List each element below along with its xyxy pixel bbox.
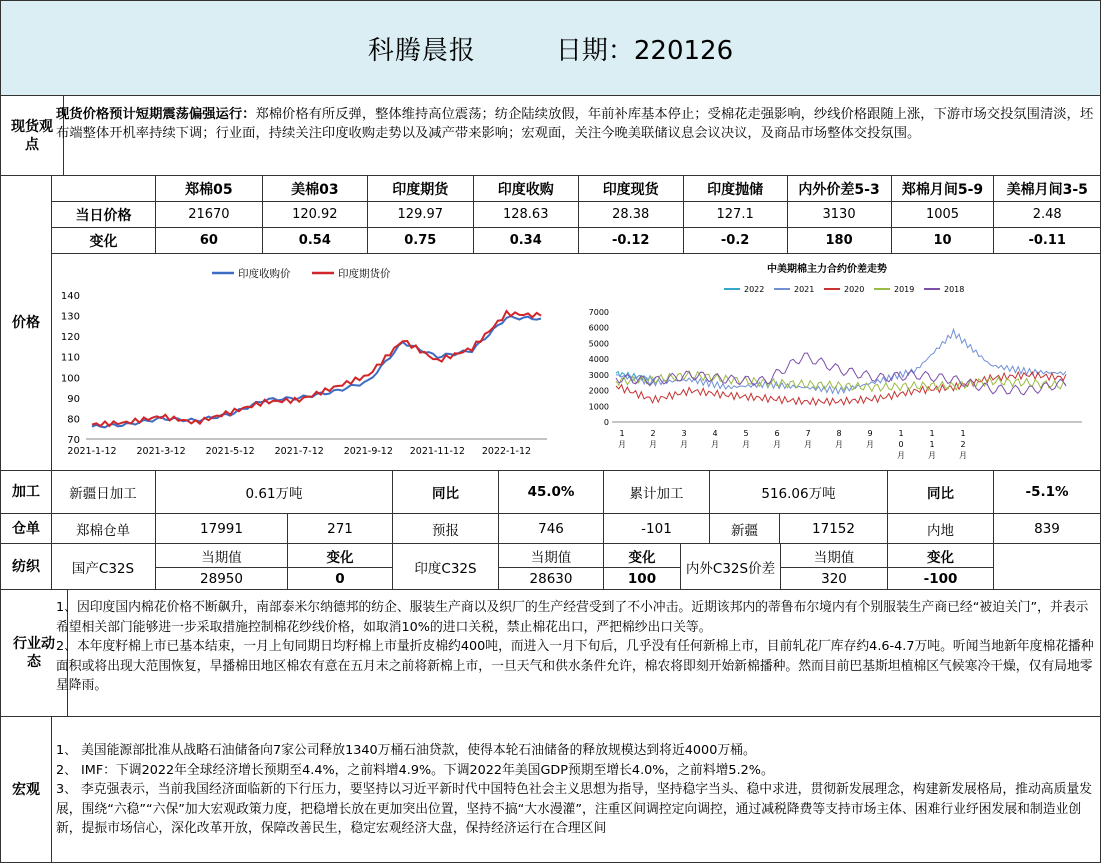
change-value: 60 [155,228,262,254]
x-tick-label: 5 [743,429,749,438]
today-value: 2.48 [994,202,1100,228]
spot-view-label: 现货观点 [1,96,64,175]
india-current-value: 28630 [529,570,573,587]
x-tick-label: 月 [680,440,688,449]
spot-view-text [56,105,1094,143]
price-header: 美棉月间3-5 [994,176,1100,202]
change-label: 变化 [52,228,156,254]
change-value: 0.54 [262,228,367,254]
y-tick-label: 80 [67,414,80,426]
today-value: 28.38 [578,202,683,228]
x-tick-label: 2 [960,440,966,449]
spread-change-label: 变化 [888,544,993,568]
x-tick-label: 1 [619,429,625,438]
x-tick-label: 2022-1-12 [481,446,532,457]
domestic-change-col [288,544,393,589]
x-tick-label: 2021-3-12 [136,446,186,457]
zm-receipt-change: 271 [288,514,393,543]
x-tick-label: 2021-11-12 [409,446,465,457]
x-tick-label: 2 [650,429,656,438]
industry-paragraph-2: 2、本年度籽棉上市已基本结束，一月上旬同期日均籽棉上市量折皮棉约400吨，而进入一月下旬后，几乎没有任何新棉上市，目前轧花厂库存约4.6-4.7万吨。听闻当地新年度棉花播种面积或将出现大范围恢复，旱播棉田地区棉农有意在五月末之前将新棉上市，一旦天气和供水条件允许，棉农将即刻开始新棉播种。然而目前巴基斯坦植棉区气候寒冷干燥，仅有局地零星降雨。 [56,639,1094,693]
legend-label: 印度收购价 [238,268,291,280]
domestic-change-value: 0 [335,570,345,587]
domestic-current-label: 当期值 [156,544,287,568]
y-tick-label: 100 [60,373,80,385]
x-tick-label: 7 [805,429,811,438]
india-price-chart [61,267,547,457]
y-tick-label: 90 [67,393,80,405]
report-header [1,1,1100,96]
forecast-change: -101 [604,514,710,543]
y-tick-label: 130 [60,311,80,323]
spread-current-label: 当期值 [781,544,887,568]
yoy-label: 同比 [393,471,499,513]
x-tick-label: 2021-7-12 [274,446,324,457]
domestic-current-value: 28950 [200,570,243,587]
legend-label: 2018 [944,285,965,294]
legend-label: 2022 [744,285,765,294]
india-change-col [604,544,681,589]
domestic-change-label: 变化 [288,544,392,568]
spot-view-section [1,96,1100,176]
warehouse-section [1,514,1100,544]
x-tick-label: 月 [897,451,905,460]
y-tick-label: 70 [67,435,80,446]
x-tick-label: 0 [898,440,904,449]
spread-chart [589,262,1082,460]
macro-paragraph-1: 1、 美国能源部批准从战略石油储备向7家公司释放1340万桶石油贷款，使得本轮石油储备的释放规模达到将近4000万桶。 [56,743,756,758]
price-today-row [52,202,1101,228]
x-tick-label: 月 [928,451,936,460]
india-change-label: 变化 [604,544,680,568]
x-tick-label: 2021-5-12 [205,446,255,457]
x-tick-label: 6 [774,429,780,438]
yoy2-label: 同比 [888,471,994,513]
x-tick-label: 4 [712,429,718,438]
price-change-row [52,228,1101,254]
today-value: 3130 [787,202,891,228]
y-tick-label: 3000 [588,370,609,380]
x-tick-label: 月 [835,440,843,449]
x-tick-label: 1 [898,429,904,438]
spread-change-col [888,544,994,589]
x-tick-label: 月 [804,440,812,449]
macro-paragraph-2: 2、 IMF：下调2022年全球经济增长预期至4.4%，之前料增4.9%。下调2022年美国GDP预期至增长4.0%，之前料增5.2%。 [56,762,774,778]
chart-title: 中美期棉主力合约价差走势 [767,264,887,275]
forecast-label: 预报 [393,514,499,543]
legend-label: 印度期货价 [338,268,391,280]
industry-paragraph-1: 1、因印度国内棉花价格不断飙升，南部泰米尔纳德邦的纺企、服装生产商以及织厂的生产经营受到了不小冲击。近期该邦内的蒂鲁布尔境内有个别服装生产商已经“被迫关门”，并表示希望相关部门能够进一步采取措施控制棉花纱线价格，如取消10%的进口关税，禁止棉花出口，严把棉纱出口关等。 [56,600,1089,635]
spot-view-lead: 现货价格预计短期震荡偏强运行： [56,107,256,122]
today-value: 1005 [891,202,994,228]
x-tick-label: 月 [711,440,719,449]
processing-section [1,471,1100,514]
macro-section [1,717,1100,862]
india-current-col [499,544,604,589]
spinning-empty-cell [994,544,1100,589]
price-table [51,176,1100,254]
macro-paragraph-3: 3、 李克强表示，当前我国经济面临新的下行压力，要坚持以习近平新时代中国特色社会主义思想为指导，坚持稳字当头、稳中求进，贯彻新发展理念，构建新发展格局，推动高质量发展，围绕“六稳”“六保”加大宏观政策力度，把稳增长放在更加突出位置，坚持不搞“大水漫灌”，注重区间调控定向调控，通过减税降费等支持市场主体、困难行业纾困发展和制造业创新，提振市场信心，深化改革开放，保障改善民生，稳定宏观经济大盘，保持经济运行在合理区间 [56,782,1092,836]
spinning-section [1,544,1100,590]
change-value: 10 [891,228,994,254]
india-change-value: 100 [627,570,657,587]
today-value: 120.92 [262,202,367,228]
xinjiang-value: 17152 [780,514,888,543]
x-tick-label: 月 [959,451,967,460]
change-value: 0.75 [367,228,473,254]
change-value: -0.2 [683,228,787,254]
x-tick-label: 8 [836,429,842,438]
y-tick-label: 4000 [588,355,609,365]
price-corner-cell [52,176,156,202]
legend-label: 2020 [844,285,865,294]
inland-value: 839 [1034,520,1060,537]
xinjiang-label: 新疆 [710,514,780,543]
india-yarn-label: 印度C32S [393,544,499,589]
x-tick-label: 月 [649,440,657,449]
zm-receipt-value: 17991 [156,514,288,543]
domestic-current-col [156,544,288,589]
today-label: 当日价格 [52,202,156,228]
change-value: -0.11 [994,228,1100,254]
today-value: 21670 [155,202,262,228]
y-tick-label: 5000 [588,339,609,349]
price-header: 郑棉05 [155,176,262,202]
price-header: 内外价差5-3 [787,176,891,202]
processing-label: 加工 [1,471,52,513]
series-line [616,329,1066,393]
inland-label: 内地 [888,514,994,543]
x-tick-label: 月 [866,440,874,449]
price-header: 印度现货 [578,176,683,202]
zm-receipt-label: 郑棉仓单 [51,514,156,543]
y-tick-label: 120 [60,332,80,344]
spot-view-body: 郑棉价格有所反弹，整体维持高位震荡；纺企陆续放假，年前补库基本停止；受棉花走强影响，纱线价格跟随上涨，下游市场交投氛围清淡，坯布端整体开机率持续下调；行业面，持续关注印度收购走势以及减产带来影响；宏观面，关注今晚美联储议息会议决议，及商品市场整体交投氛围。 [56,107,1094,141]
series-line [92,311,541,426]
x-tick-label: 2021-9-12 [343,446,393,457]
price-header: 美棉03 [262,176,367,202]
price-header: 印度抛储 [683,176,787,202]
forecast-value: 746 [499,514,604,543]
x-tick-label: 1 [929,429,935,438]
spread-current-col [781,544,888,589]
today-value: 128.63 [473,202,578,228]
x-tick-label: 月 [618,440,626,449]
x-tick-label: 3 [681,429,687,438]
x-tick-label: 2021-1-12 [67,446,117,457]
spread-change-value: -100 [923,570,958,587]
today-value: 127.1 [683,202,787,228]
price-label: 价格 [1,176,52,470]
xj-processing-value: 0.61万吨 [156,471,393,513]
change-value: 180 [787,228,891,254]
y-tick-label: 1000 [588,402,609,412]
report-title: 科腾晨报 [367,35,476,66]
charts-area [52,252,1100,471]
price-header: 郑棉月间5-9 [891,176,994,202]
macro-label: 宏观 [1,717,52,862]
today-value: 129.97 [367,202,473,228]
price-header-row [52,176,1101,202]
change-value: -0.12 [578,228,683,254]
y-tick-label: 7000 [588,308,609,317]
report-date: 日期：220126 [555,35,734,66]
spinning-label: 纺织 [1,544,52,589]
cumulative-label: 累计加工 [604,471,710,513]
x-tick-label: 月 [742,440,750,449]
price-header: 印度收购 [473,176,578,202]
price-header: 印度期货 [367,176,473,202]
y-tick-label: 0 [603,418,609,427]
change-value: 0.34 [473,228,578,254]
x-tick-label: 1 [960,429,966,438]
spread-current-value: 320 [821,570,847,587]
domestic-yarn-label: 国产C32S [51,544,156,589]
x-tick-label: 1 [929,440,935,449]
x-tick-label: 月 [773,440,781,449]
yoy-value: 45.0% [499,471,604,513]
x-tick-label: 9 [867,429,873,438]
industry-section [1,590,1100,717]
y-tick-label: 110 [60,352,80,364]
macro-text [56,741,1095,839]
yoy2-value: -5.1% [1025,484,1069,500]
price-section [1,176,1100,471]
series-line [92,316,541,427]
warehouse-label: 仓单 [1,514,52,543]
industry-label: 行业动态 [1,590,68,716]
legend-label: 2019 [894,285,915,294]
xj-processing-label: 新疆日加工 [51,471,156,513]
y-tick-label: 2000 [588,386,609,396]
y-tick-label: 6000 [588,323,609,333]
spread-yarn-label: 内外C32S价差 [681,544,781,589]
industry-text [56,598,1095,696]
india-current-label: 当期值 [499,544,603,568]
y-tick-label: 140 [60,291,80,302]
cumulative-value: 516.06万吨 [710,471,888,513]
legend-label: 2021 [794,285,815,294]
